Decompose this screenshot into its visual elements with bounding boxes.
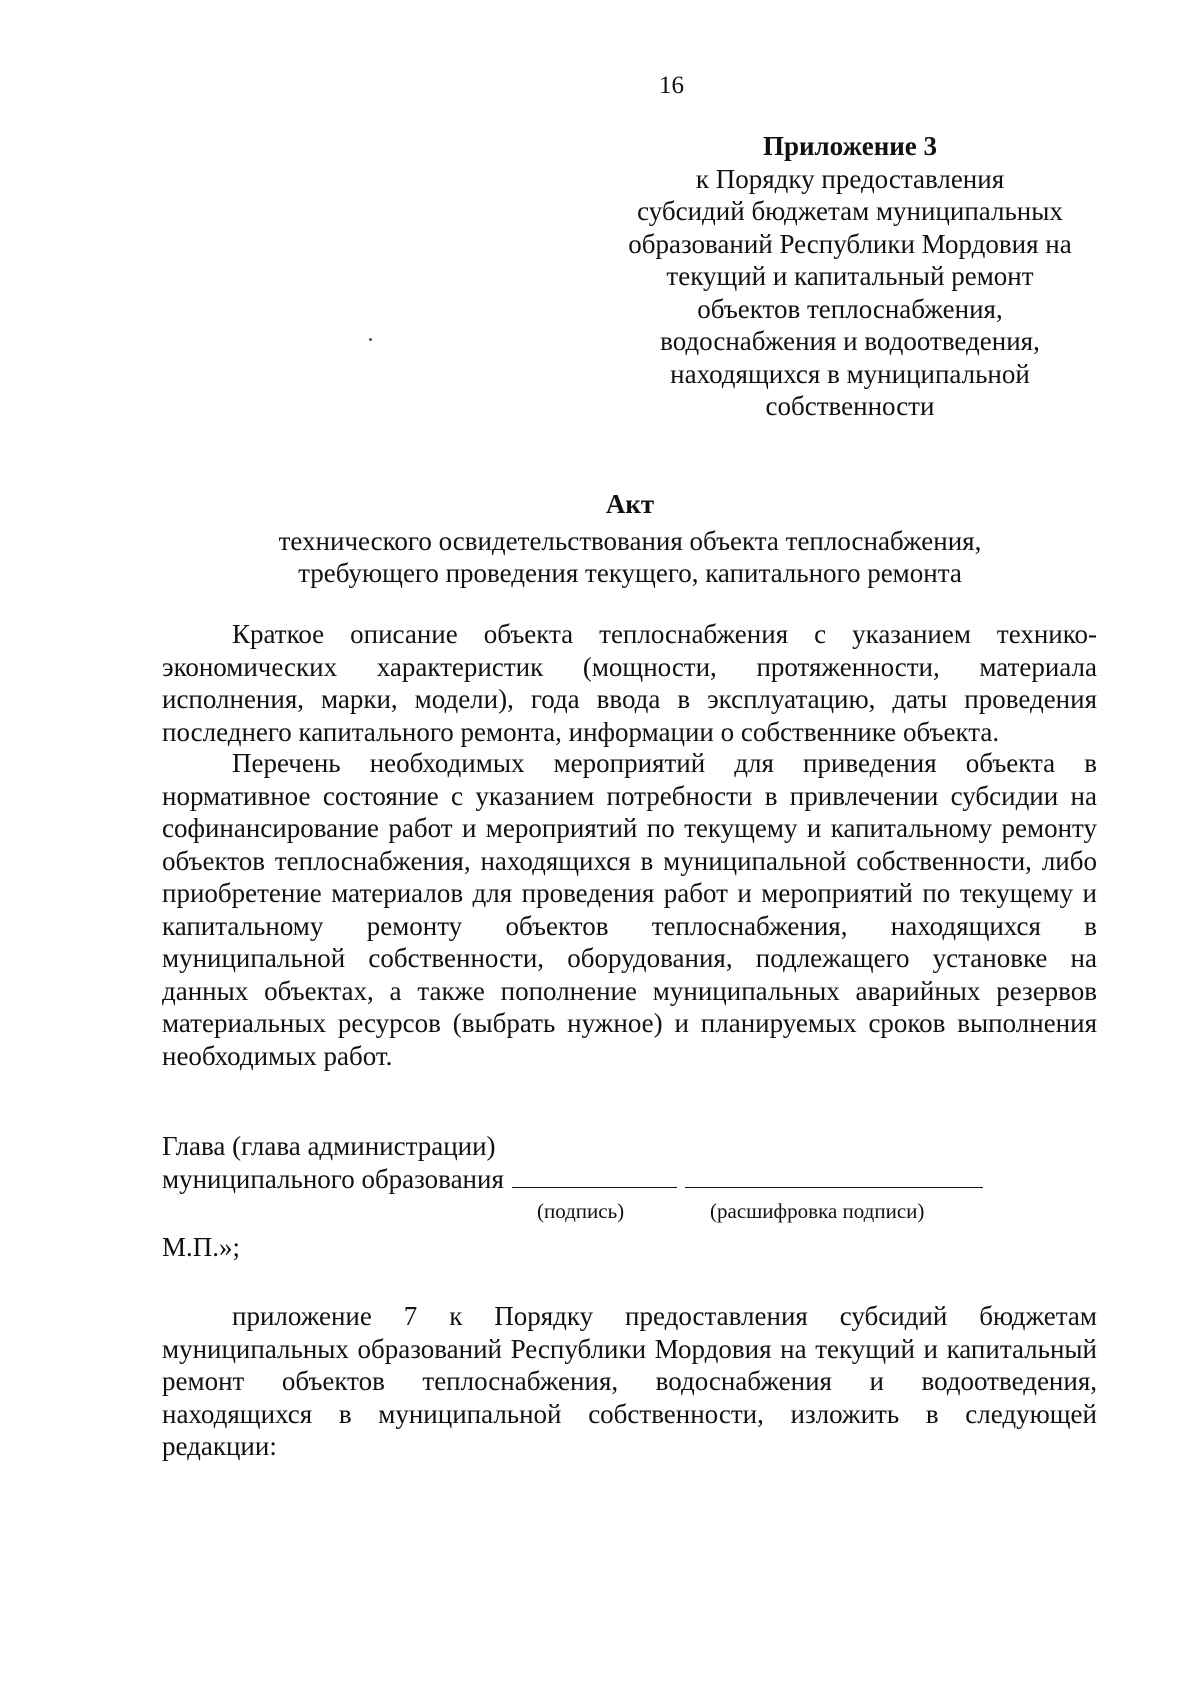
- appendix-line: субсидий бюджетам муниципальных: [637, 196, 1063, 226]
- signature-blank-line: [512, 1163, 677, 1188]
- appendix-line: водоснабжения и водоотведения,: [660, 326, 1040, 356]
- appendix-line: текущий и капитальный ремонт: [666, 261, 1034, 291]
- signature-captions: [162, 1195, 1102, 1225]
- signature-block: [162, 1130, 1102, 1264]
- paragraph-measures-list: Перечень необходимых мероприятий для приведения объекта в нормативное состояние с указанием потребности в привлечении субсидии на софинансирование работ и мероприятий по текущему и капитальному ремонту объектов теплоснабжения, находящихся в муниципальной собственности, либо приобретение материалов для проведения работ и мероприятий по текущему и капитальному ремонту объектов теплоснабжения, находящихся в муниципальной собственности, оборудования, подлежащего установке на данных объектах, а также пополнение муниципальных аварийных резервов материальных ресурсов (выбрать нужное) и планируемых сроков выполнения необходимых работ.: [162, 748, 1097, 1071]
- paragraph-object-description: Краткое описание объекта теплоснабжения с указанием технико-экономических характеристик (мощности, протяженности, материала исполнения, марки, модели), года ввода в эксплуатацию, даты проведения последнего капитального ремонта, информации о собственнике объекта.: [162, 619, 1097, 747]
- act-subtitle-line: технического освидетельствования объекта теплоснабжения,: [278, 525, 982, 556]
- appendix-line: объектов теплоснабжения,: [697, 293, 1003, 324]
- signature-position-line2: муниципального образования: [162, 1163, 504, 1194]
- scan-speck: [369, 338, 372, 341]
- page-number: 16: [659, 72, 684, 99]
- appendix-title: Приложение 3: [762, 131, 938, 161]
- caption-signature-decode: (расшифровка подписи): [710, 1199, 925, 1223]
- act-subtitle-line: требующего проведения текущего, капитального ремонта: [298, 558, 962, 588]
- appendix-line: собственности: [765, 391, 935, 421]
- signature-position-line2-row: [162, 1163, 1102, 1196]
- appendix-line: к Порядку предоставления: [695, 163, 1005, 194]
- stamp-placeholder: М.П.»;: [162, 1232, 241, 1262]
- signature-position-line1: Глава (глава администрации): [162, 1131, 496, 1161]
- paragraph-appendix-7-amendment: приложение 7 к Порядку предоставления субсидий бюджетам муниципальных образований Республики Мордовия на текущий и капитальный ремонт объектов теплоснабжения, водоснабжения и водоотведения, находящихся в муниципальной собственности, изложить в следующей редакции:: [162, 1301, 1097, 1461]
- caption-signature: (подпись): [537, 1199, 625, 1223]
- appendix-header: [600, 130, 1100, 423]
- signature-decode-blank-line: [685, 1163, 983, 1188]
- appendix-line: образований Республики Мордовия на: [628, 228, 1072, 259]
- appendix-line: находящихся в муниципальной: [670, 358, 1030, 389]
- act-heading: [150, 488, 1110, 590]
- act-title: Акт: [605, 489, 655, 519]
